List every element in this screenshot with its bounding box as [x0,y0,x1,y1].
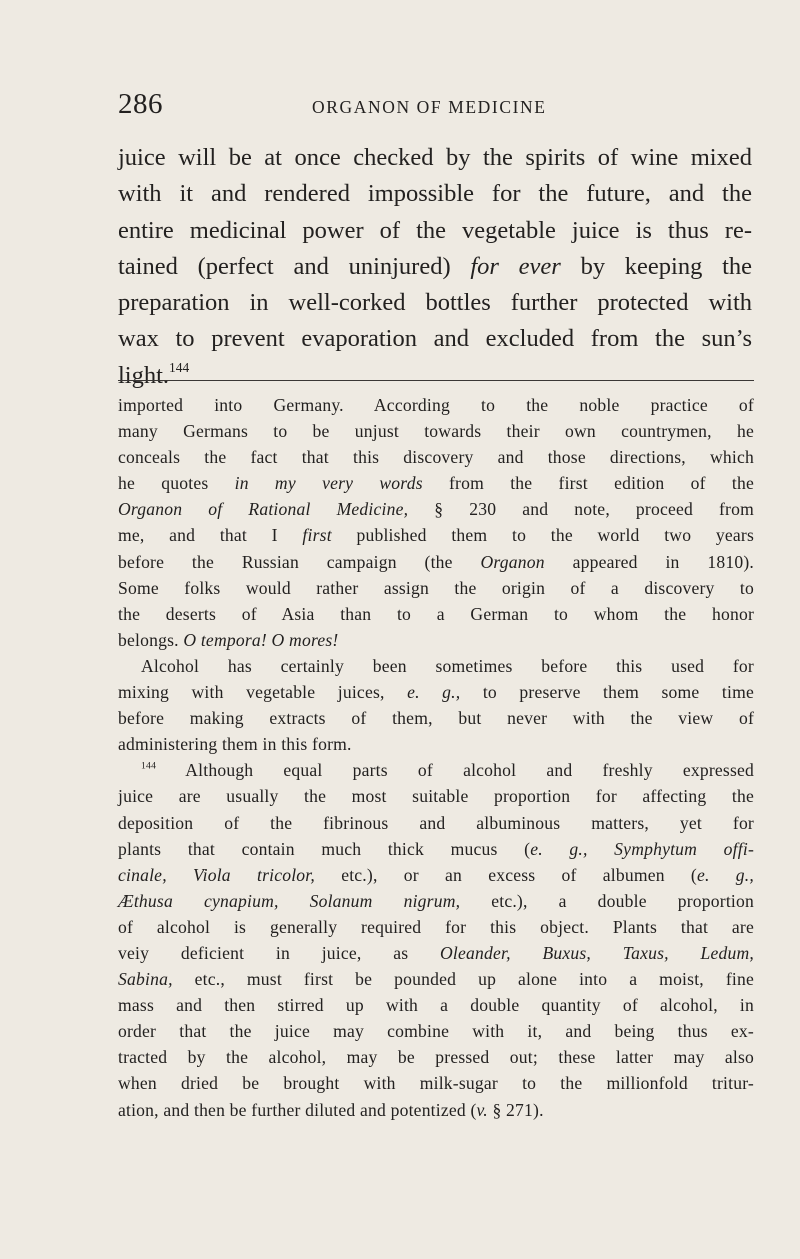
text-segment: to preserve them some time [460,682,754,703]
emphasis: first [302,525,332,546]
footnote-line: Some folks would rather assign the origin of a discovery to [118,577,754,598]
main-paragraph [118,140,752,394]
page-number: 286 [118,88,163,120]
emphasis: for ever [470,252,561,280]
text-line [118,358,752,394]
footnote-line [118,1097,754,1123]
text-segment: appeared in 1810). [544,551,754,572]
text-segment: ation, and then be further diluted and potentized ( [118,1099,477,1120]
text-segment: § 271). [487,1099,544,1120]
footnote-line: Alcohol has certainly been sometimes before this used for [141,655,754,676]
footnote-line: deposition of the fibrinous and albuminous matters, yet for [118,812,754,833]
text-segment: by keeping the [560,252,753,280]
text-segment: etc.), a double proportion [460,890,754,911]
emphasis: Organon of Rational Medicine, [118,499,409,520]
text-segment: tained (perfect and uninjured) [118,252,471,280]
footnote-line: order that the juice may combine with it, and being thus ex- [118,1021,754,1042]
text-segment: before the Russian campaign (the [118,551,481,572]
footnote-line [118,862,754,888]
emphasis: e. g., [407,682,461,703]
text-segment: belongs. [118,629,184,650]
footnote-line: of alcohol is generally required for this object. Plants that are [118,916,754,937]
emphasis: in my very words [234,473,423,494]
footnote-line: before making extracts of them, but never with the view of [118,708,754,729]
emphasis: v. [476,1099,488,1120]
footnote-line [118,470,754,496]
text-line: with it and rendered impossible for the future, and the [118,180,752,208]
emphasis: Sabina, [118,969,173,990]
text-segment: etc., must first be pounded up alone into a moist, fine [172,969,754,990]
footnote-reference: 144 [169,360,190,376]
text-segment: Although equal parts of alcohol and freshly expressed [156,760,754,781]
footnote-line [118,522,754,548]
page-header [118,88,752,128]
footnote-line: conceals the fact that this discovery and those directions, which [118,447,754,468]
emphasis: Æthusa cynapium, Solanum nigrum, [118,890,461,911]
text-line: wax to prevent evaporation and excluded from the sun’s [118,325,752,353]
footnote-line [118,496,754,522]
text-segment: etc.), or an excess of albumen ( [315,864,697,885]
footnote-line [118,549,754,575]
text-segment: from the first edition of the [422,473,754,494]
footnote-line [118,757,754,783]
footnote-line [118,940,754,966]
emphasis: e. g., Symphytum offi- [530,838,754,859]
emphasis: cinale, Viola tricolor, [118,864,315,885]
footnote-line: mass and then stirred up with a double quantity of alcohol, in [118,995,754,1016]
footnote-line [118,627,754,653]
footnote-line [118,836,754,862]
footnote-line: many Germans to be unjust towards their own countrymen, he [118,421,754,442]
text-line: juice will be at once checked by the spirits of wine mixed [118,144,752,171]
text-line [118,249,752,285]
text-segment: he quotes [118,473,235,494]
footnote-line: administering them in this form. [118,734,352,755]
footnote-line: imported into Germany. According to the noble practice of [118,395,754,415]
text-segment: light. [118,361,170,389]
footnote-marker: 144 [141,760,157,772]
text-segment: veiy deficient in juice, as [118,942,441,963]
emphasis: O tempora! O mores! [183,629,339,650]
footnote-divider [118,380,754,381]
footnote-line [118,888,754,914]
text-segment: published them to the world two years [331,525,754,546]
footnote-line: when dried be brought with milk-sugar to the millionfold tritur- [118,1073,754,1094]
text-segment: mixing with vegetable juices, [118,682,408,703]
text-segment: § 230 and note, proceed from [408,499,754,520]
text-line: preparation in well-corked bottles further protected with [118,289,752,317]
footnotes [118,392,754,1123]
footnote-line [118,679,754,705]
running-head: ORGANON OF MEDICINE [312,97,547,117]
emphasis: e. g., [697,864,754,885]
text-line: entire medicinal power of the vegetable juice is thus re- [118,216,752,244]
emphasis: Oleander, Buxus, Taxus, Ledum, [440,942,754,963]
text-segment: plants that contain much thick mucus ( [118,838,531,859]
text-segment: me, and that I [118,525,303,546]
footnote-line: juice are usually the most suitable proportion for affecting the [118,786,754,807]
emphasis: Organon [480,551,545,572]
footnote-line [118,966,754,992]
footnote-line: the deserts of Asia than to a German to whom the honor [118,603,754,624]
footnote-line: tracted by the alcohol, may be pressed out; these latter may also [118,1047,754,1068]
